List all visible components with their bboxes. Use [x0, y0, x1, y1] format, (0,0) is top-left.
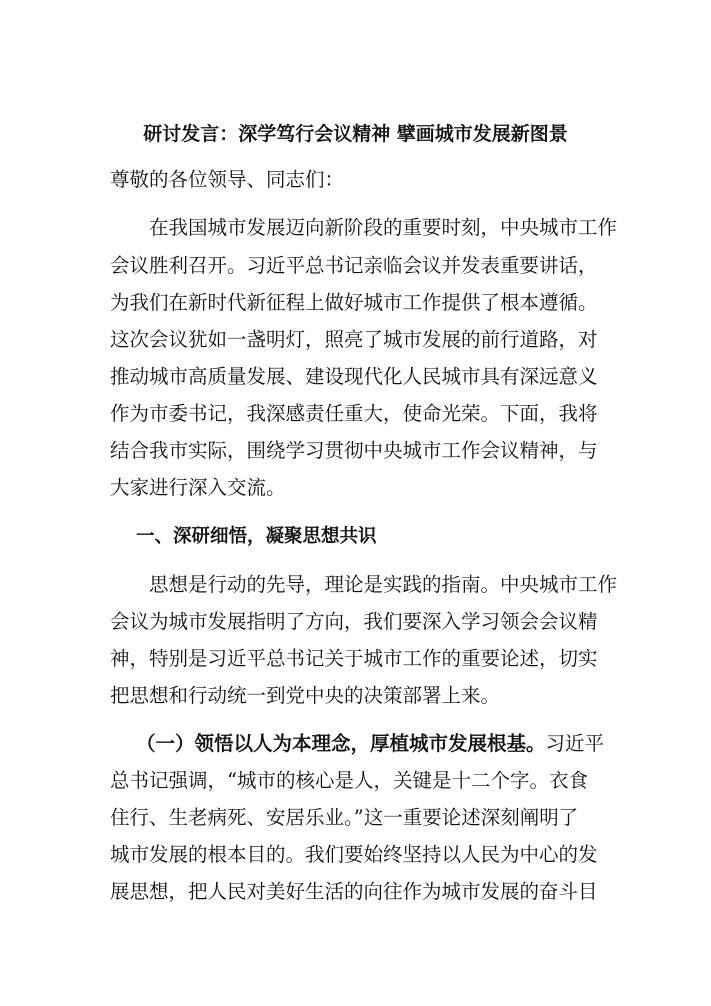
intro-line-3: 为我们在新时代新征程上做好城市工作提供了根本遵循。	[110, 291, 598, 314]
section-1-heading: 一、深研细悟，凝聚思想共识	[136, 526, 377, 547]
section-1-line-4: 把思想和行动统一到党中央的决策部署上来。	[110, 684, 501, 707]
intro-line-7: 结合我市实际，围绕学习贯彻中央城市工作会议精神，与	[110, 439, 598, 462]
subsection-1-line-3: 住行、生老病死、安居乐业。”这一重要论述深刻阐明了	[110, 806, 579, 829]
section-1-line-2: 会议为城市发展指明了方向，我们要深入学习领会会议精	[110, 610, 598, 633]
subsection-1-bold-lead: （一）领悟以人为本理念，厚植城市发展根基。	[136, 732, 546, 755]
subsection-1-line-4: 城市发展的根本目的。我们要始终坚持以人民为中心的发	[110, 843, 598, 866]
subsection-1-line-5: 展思想，把人民对美好生活的向往作为城市发展的奋斗目	[110, 880, 598, 903]
intro-line-2: 会议胜利召开。习近平总书记亲临会议并发表重要讲话，	[110, 254, 598, 277]
subsection-1-line-2: 总书记强调，“城市的核心是人，关键是十二个字。衣食	[110, 769, 588, 792]
section-1-line-1: 思想是行动的先导，理论是实践的指南。中央城市工作	[149, 573, 618, 596]
intro-line-8: 大家进行深入交流。	[110, 476, 286, 499]
subsection-1-lead-line	[136, 731, 604, 757]
section-1-line-3: 神，特别是习近平总书记关于城市工作的重要论述，切实	[110, 647, 598, 670]
document-title: 研讨发言：深学笃行会议精神 擘画城市发展新图景	[143, 123, 568, 145]
intro-line-5: 推动城市高质量发展、建设现代化人民城市具有深远意义	[110, 365, 598, 388]
subsection-1-lead-rest: 习近平	[545, 732, 605, 755]
intro-line-6: 作为市委书记，我深感责任重大，使命光荣。下面，我将	[110, 402, 598, 425]
intro-line-1: 在我国城市发展迈向新阶段的重要时刻，中央城市工作	[149, 216, 618, 239]
intro-line-4: 这次会议犹如一盏明灯，照亮了城市发展的前行道路，对	[110, 328, 598, 351]
salutation: 尊敬的各位领导、同志们：	[110, 168, 345, 191]
